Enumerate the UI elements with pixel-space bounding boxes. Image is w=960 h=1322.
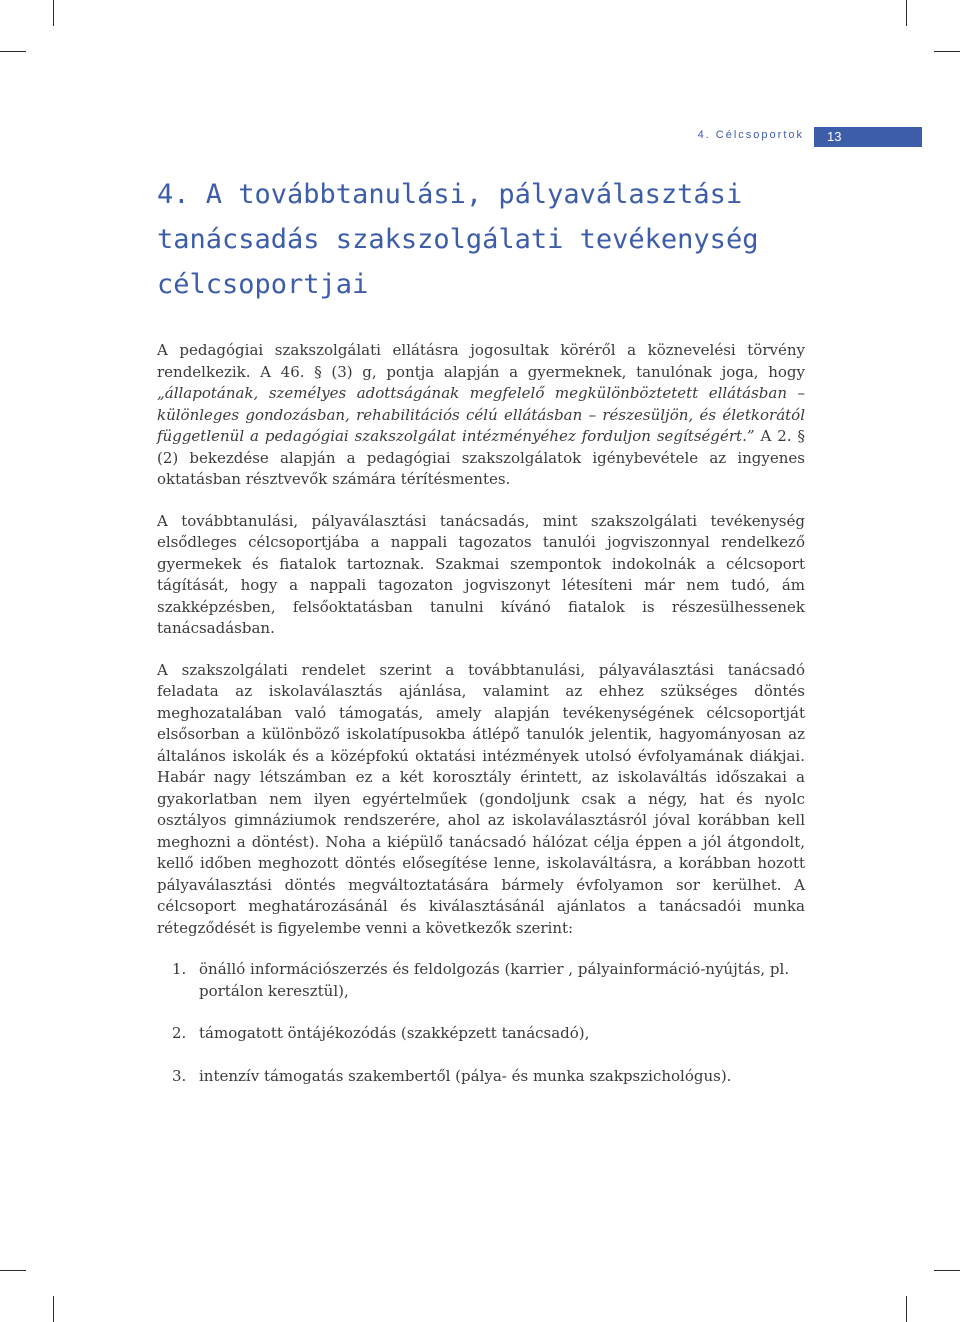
paragraph-regulation: A szakszolgálati rendelet szerint a továbbtanulási, pályaválasztási tanácsadó feladata az iskolaválasztás ajánlása, valamint az ehhez szükséges döntés meghozatalában való támogatás, amely alapján tevékenységének célcsoportját elsősorban a különböző iskolatípusokba átlépő tanulók jelentik, hagyományosan az általános iskolák és a középfokú oktatási intézmények utolsó évfolyamának diákjai. Habár nagy létszámban ez a két korosztály érintett, az iskolaváltás időszakai a gyakorlatban nem ilyen egyértelműek (gondoljunk csak a négy, hat és nyolc osztályos gimnáziumok rendszerére, ahol az iskolaválasztásról jóval korábban kell meghozni a döntést). Noha a kiépülő tanácsadó hálózat célja éppen a jól átgondolt, kellő időben meghozott döntés elősegítése lenne, iskolaváltásra, a korábban hozott pályaválasztási döntés megváltoztatására bármely évfolyamon sor kerülhet. A célcsoport meghatározásánál és kiválasztásánál ajánlatos a tanácsadói munka rétegződését is figyelembe venni a következők szerint: <box>157 660 805 937</box>
paragraph-text: A 2. § (2) bekezdése alapján a pedagógiai szakszolgálatok igénybevétele az ingyenes oktatásban résztvevők számára térítésmentes. <box>157 427 805 488</box>
crop-mark-right-lower <box>934 1270 960 1271</box>
crop-mark-bottom-left <box>53 1296 54 1322</box>
crop-mark-top-right <box>906 0 907 26</box>
running-title: 4. Célcsoportok <box>697 129 804 141</box>
crop-mark-bottom-right <box>906 1296 907 1322</box>
page-number-badge <box>814 127 922 147</box>
service-levels-list <box>157 959 805 1087</box>
list-number: 3. <box>172 1066 187 1085</box>
crop-mark-left-upper <box>0 51 26 52</box>
chapter-title <box>157 172 857 307</box>
list-item <box>157 1023 805 1045</box>
body-text <box>157 340 805 1108</box>
list-item <box>157 959 805 1002</box>
page-number: 13 <box>827 129 842 144</box>
list-number: 1. <box>172 960 187 978</box>
running-header <box>660 127 922 147</box>
crop-mark-top-left <box>53 0 54 26</box>
list-text: önálló információszerzés és feldolgozás (karrier , pályainformáció-nyújtás, pl. portálon keresztül), <box>199 960 790 1000</box>
chapter-title-line: 4. A továbbtanulási, pályaválasztási <box>157 179 743 210</box>
paragraph-text: A pedagógiai szakszolgálati ellátásra jogosultak köréről a köznevelési törvény rendelkezik. A 46. § (3) g, pontja alapján a gyermeknek, tanulónak joga, hogy <box>157 341 805 381</box>
paragraph-legal-basis <box>157 340 805 491</box>
chapter-title-line: tanácsadás szakszolgálati tevékenység <box>157 224 759 255</box>
list-text: támogatott öntájékozódás (szakképzett tanácsadó), <box>199 1024 590 1042</box>
crop-mark-left-lower <box>0 1270 26 1271</box>
paragraph-target-group: A továbbtanulási, pályaválasztási tanácsadás, mint szakszolgálati tevékenység elsődleges célcsoportjába a nappali tagozatos tanulói jogviszonnyal rendelkező gyermekek és fiatalok tartoznak. Szakmai szempontok indokolnák a célcsoport tágítását, hogy a nappali tagozaton jogviszonyt létesíteni már nem tudó, ám szakképzésben, felsőoktatásban tanulni kívánó fiatalok is részesülhessenek tanácsadásban. <box>157 511 805 637</box>
crop-mark-right-upper <box>934 51 960 52</box>
chapter-title-line: célcsoportjai <box>157 269 369 300</box>
list-item <box>157 1066 805 1088</box>
law-quote: „állapotának, személyes adottságának megfelelő megkülönböztetett ellátásban – különleges gondozásban, rehabilitációs célú ellátásban – részesüljön, és életkorától függetlenül a pedagógiai szakszolgálat intézményéhez forduljon segítségért.” <box>157 384 805 445</box>
list-text: intenzív támogatás szakembertől (pálya- és munka szakpszichológus). <box>199 1066 732 1085</box>
list-number: 2. <box>172 1024 187 1042</box>
